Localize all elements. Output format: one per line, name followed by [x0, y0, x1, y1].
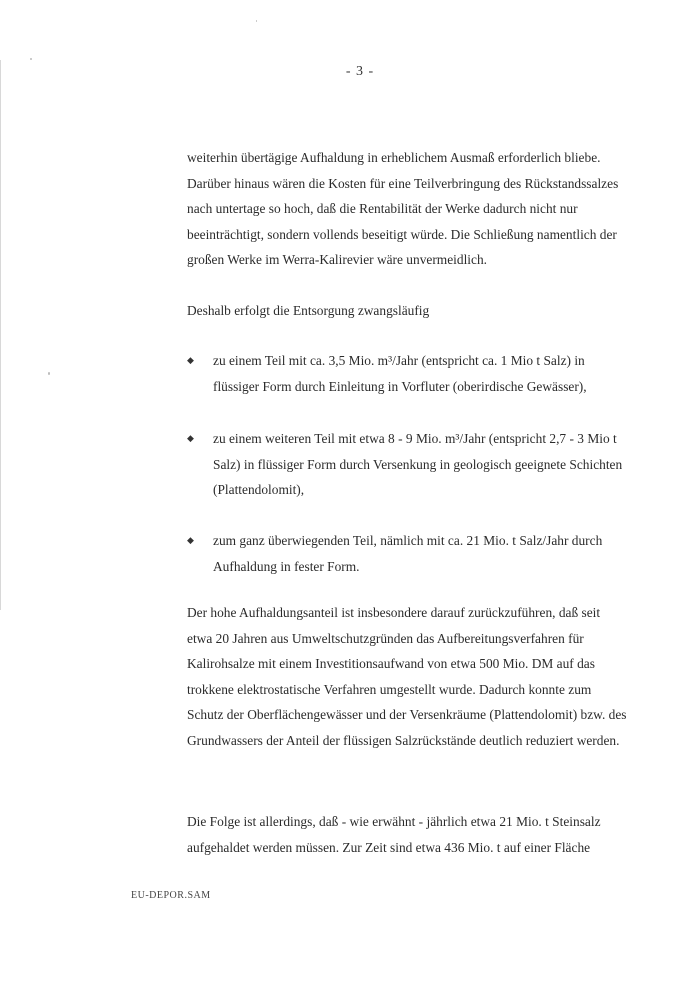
bullet-text-2: zu einem weiteren Teil mit etwa 8 - 9 Mio. m³/Jahr (entspricht 2,7 - 3 Mio t Salz) in flüssiger Form durch Versenkung in geologisch geeignete Schichten (Plattendolomit),: [213, 431, 623, 497]
diamond-bullet-icon: ◆: [187, 355, 194, 365]
paragraph-1: weiterhin übertägige Aufhaldung in erheblichem Ausmaß erforderlich bliebe. Darüber hinaus wären die Kosten für eine Teilverbringung des Rückstandssalzes nach untertage so hoch, daß die Rentabilität der Werke dadurch nicht nur beeinträchtigt, sondern vollends beseitigt würde. Die Schließung namentlich der großen Werke im Werra-Kalirevier wäre unvermeidlich.: [187, 150, 619, 267]
diamond-bullet-icon: ◆: [187, 433, 194, 443]
scan-edge-line: [0, 60, 1, 610]
scan-speck: [256, 20, 257, 22]
paragraph-2: Deshalb erfolgt die Entsorgung zwangsläufig: [187, 303, 430, 318]
footer-filename: EU-DEPOR.SAM: [131, 890, 211, 901]
bullet-text-3: zum ganz überwiegenden Teil, nämlich mit ca. 21 Mio. t Salz/Jahr durch Aufhaldung in fester Form.: [213, 533, 603, 574]
scan-speck: [30, 58, 32, 60]
paragraph-4: Die Folge ist allerdings, daß - wie erwähnt - jährlich etwa 21 Mio. t Steinsalz aufgehaldet werden müssen. Zur Zeit sind etwa 436 Mio. t auf einer Fläche: [187, 814, 601, 855]
scan-speck: [48, 372, 50, 375]
bullet-text-1: zu einem Teil mit ca. 3,5 Mio. m³/Jahr (entspricht ca. 1 Mio t Salz) in flüssiger Form durch Einleitung in Vorfluter (oberirdische Gewässer),: [213, 353, 587, 394]
diamond-bullet-icon: ◆: [187, 535, 194, 545]
paragraph-3: Der hohe Aufhaldungsanteil ist insbesondere darauf zurückzuführen, daß seit etwa 20 Jahren aus Umweltschutzgründen das Aufbereitungsverfahren für Kalirohsalze mit einem Investitionsaufwand von etwa 500 Mio. DM auf das trokkene elektrostatische Verfahren umgestellt wurde. Dadurch konnte zum Schutz der Oberflächengewässer und der Versenkräume (Plattendolomit) bzw. des Grundwassers der Anteil der flüssigen Salzrückstände deutlich reduziert werden.: [187, 605, 627, 748]
page-number: - 3 -: [345, 64, 375, 79]
